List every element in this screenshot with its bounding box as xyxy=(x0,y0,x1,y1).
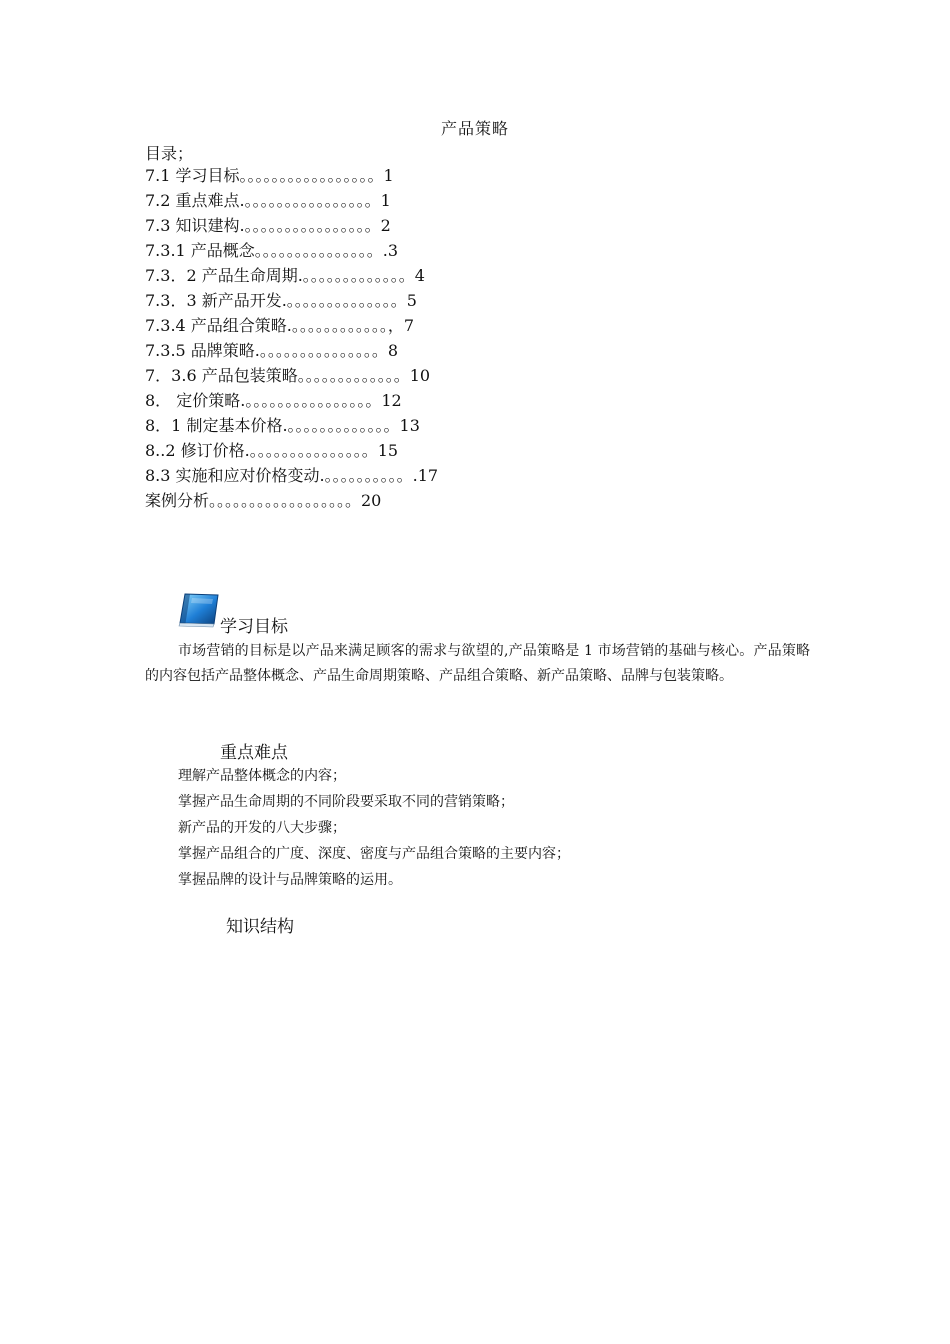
toc-entry: 8．1 制定基本价格.。。。。。。。。。。。。。13 xyxy=(145,416,420,435)
toc-entry: 案例分析。。。。。。。。。。。。。。。。。。20 xyxy=(145,491,382,510)
toc-entry: 8． 定价策略.。。。。。。。。。。。。。。。。12 xyxy=(145,391,402,410)
list-item: 理解产品整体概念的内容； xyxy=(178,768,346,784)
toc-entry: 7．3.6 产品包装策略。。。。。。。。。。。。。10 xyxy=(145,366,431,385)
list-item: 掌握产品组合的广度、深度、密度与产品组合策略的主要内容； xyxy=(178,846,570,862)
list-item: 掌握品牌的设计与品牌策略的运用。 xyxy=(178,872,402,888)
toc-entry: 7.3.4 产品组合策略.。。。。。。。。。。。。，7 xyxy=(145,316,415,335)
toc-entry: 7.3．2 产品生命周期.。。。。。。。。。。。。。4 xyxy=(145,266,425,285)
book-icon xyxy=(178,592,220,628)
section-title-knowledge-structure: 知识结构 xyxy=(226,917,294,937)
section-title-key-points: 重点难点 xyxy=(220,743,288,763)
key-points-list xyxy=(178,766,570,896)
toc-entry: 7.3 知识建构.。。。。。。。。。。。。。。。。2 xyxy=(145,216,391,235)
toc-entry: 7.2 重点难点.。。。。。。。。。。。。。。。。1 xyxy=(145,191,391,210)
list-item: 新产品的开发的八大步骤； xyxy=(178,820,346,836)
toc-entry: 8.3 实施和应对价格变动.。。。。。。。。。。.17 xyxy=(145,466,439,485)
toc-entry: 7.3.1 产品概念。。。。。。。。。。。。。。。.3 xyxy=(145,241,399,260)
toc-entry: 8..2 修订价格.。。。。。。。。。。。。。。。15 xyxy=(145,441,399,460)
toc-entry: 7.3.5 品牌策略.。。。。。。。。。。。。。。。8 xyxy=(145,341,399,360)
toc-heading: 目录； xyxy=(145,144,194,163)
document-title: 产品策略 xyxy=(440,119,509,138)
learning-goals-text: 市场营销的目标是以产品来满足顾客的需求与欲望的,产品策略是 1 市场营销的基础与核心。产品策略的内容包括产品整体概念、产品生命周期策略、产品组合策略、新产品策略、品牌与包装策略。 xyxy=(145,643,810,684)
section-title-learning-goals: 学习目标 xyxy=(220,617,288,637)
table-of-contents xyxy=(145,166,438,516)
list-item: 掌握产品生命周期的不同阶段要采取不同的营销策略； xyxy=(178,794,514,810)
toc-entry: 7.3．3 新产品开发.。。。。。。。。。。。。。。5 xyxy=(145,291,417,310)
toc-entry: 7.1 学习目标。。。。。。。。。。。。。。。。。1 xyxy=(145,166,394,185)
